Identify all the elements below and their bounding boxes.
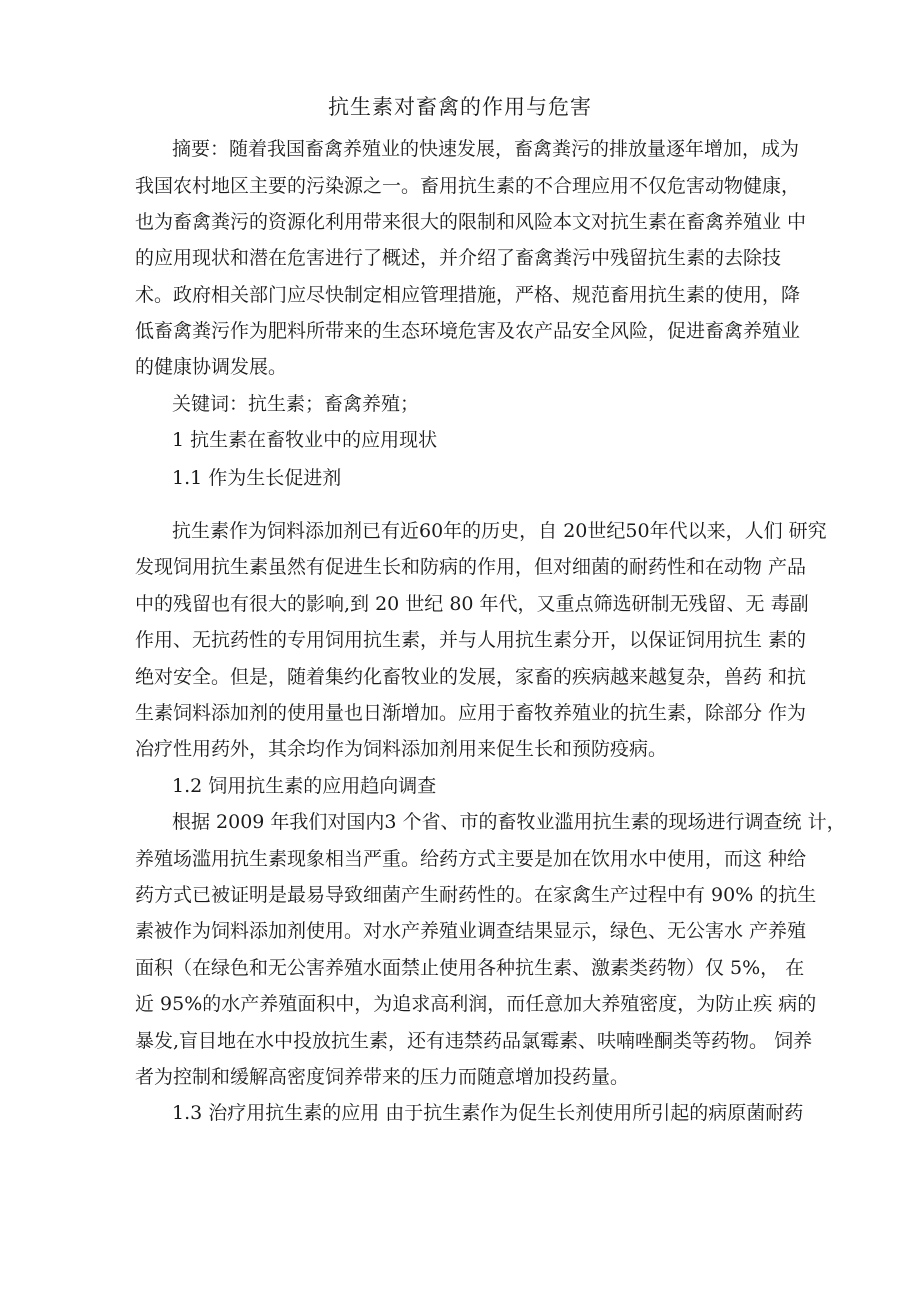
keywords-line: 关键词：抗生素；畜禽养殖； [172, 393, 420, 415]
paragraph-line: 中的残留也有很大的影响,到 20 世纪 80 年代，又重点筛选研制无残留、无 毒副 [135, 593, 809, 615]
paragraph-line: 药方式已被证明是最易导致细菌产生耐药性的。在家禽生产过程中有 90% 的抗生 [135, 884, 817, 906]
abstract-line: 的应用现状和潜在危害进行了概述，并介绍了畜禽粪污中残留抗生素的去除技 [135, 247, 782, 269]
document-title: 抗生素对畜禽的作用与危害 [328, 95, 592, 119]
paragraph-line: 暴发,盲目地在水中投放抗生素，还有违禁药品氯霉素、呋喃唑酮类等药物。 饲养 [135, 1030, 813, 1052]
paragraph-line: 者为控制和缓解高密度饲养带来的压力而随意增加投药量。 [135, 1066, 630, 1088]
paragraph-line: 抗生素作为饲料添加剂已有近60年的历史，自 20世纪50年代以来，人们 研究 [172, 520, 827, 542]
paragraph-line: 近 95%的水产养殖面积中，为追求高利润，而任意加大养殖密度，为防止疾 病的 [135, 993, 817, 1015]
abstract-line: 低畜禽粪污作为肥料所带来的生态环境危害及农产品安全风险，促进畜禽养殖业 [135, 320, 801, 342]
paragraph-line: 绝对安全。但是，随着集约化畜牧业的发展，家畜的疾病越来越复杂，兽药 和抗 [135, 666, 807, 688]
abstract-line: 摘要：随着我国畜禽养殖业的快速发展，畜禽粪污的排放量逐年增加，成为 [172, 138, 800, 160]
section-heading-1-3: 1.3 治疗用抗生素的应用 由于抗生素作为促生长剂使用所引起的病原菌耐药 [172, 1102, 804, 1124]
paragraph-line: 面积（在绿色和无公害养殖水面禁止使用各种抗生素、激素类药物）仅 5%， 在 [135, 957, 805, 979]
paragraph-line: 素被作为饲料添加剂使用。对水产养殖业调查结果显示，绿色、无公害水 产养殖 [135, 920, 807, 942]
paragraph-line: 生素饲料添加剂的使用量也日渐增加。应用于畜牧养殖业的抗生素，除部分 作为 [135, 702, 807, 724]
section-heading-1: 1 抗生素在畜牧业中的应用现状 [172, 429, 438, 451]
paragraph-line: 发现饲用抗生素虽然有促进生长和防病的作用，但对细菌的耐药性和在动物 产品 [135, 556, 807, 578]
abstract-line: 术。政府相关部门应尽快制定相应管理措施，严格、规范畜用抗生素的使用，降 [135, 284, 801, 306]
section-heading-1-1: 1.1 作为生长促进剂 [172, 467, 342, 489]
paragraph-line: 作用、无抗药性的专用饲用抗生素，并与人用抗生素分开，以保证饲用抗生 素的 [135, 629, 807, 651]
abstract-line: 我国农村地区主要的污染源之一。畜用抗生素的不合理应用不仅危害动物健康， [135, 175, 801, 197]
paragraph-line: 根据 2009 年我们对国内3 个省、市的畜牧业滥用抗生素的现场进行调查统 计， [172, 811, 846, 833]
paragraph-line: 冶疗性用药外，其余均作为饲料添加剂用来促生长和预防疫病。 [135, 738, 668, 760]
paragraph-line: 养殖场滥用抗生素现象相当严重。给药方式主要是加在饮用水中使用，而这 种给 [135, 848, 807, 870]
section-heading-1-2: 1.2 饲用抗生素的应用趋向调查 [172, 775, 437, 797]
abstract-line: 也为畜禽粪污的资源化利用带来很大的限制和风险本文对抗生素在畜禽养殖业 中 [135, 211, 807, 233]
abstract-line: 的健康协调发展。 [135, 356, 288, 378]
